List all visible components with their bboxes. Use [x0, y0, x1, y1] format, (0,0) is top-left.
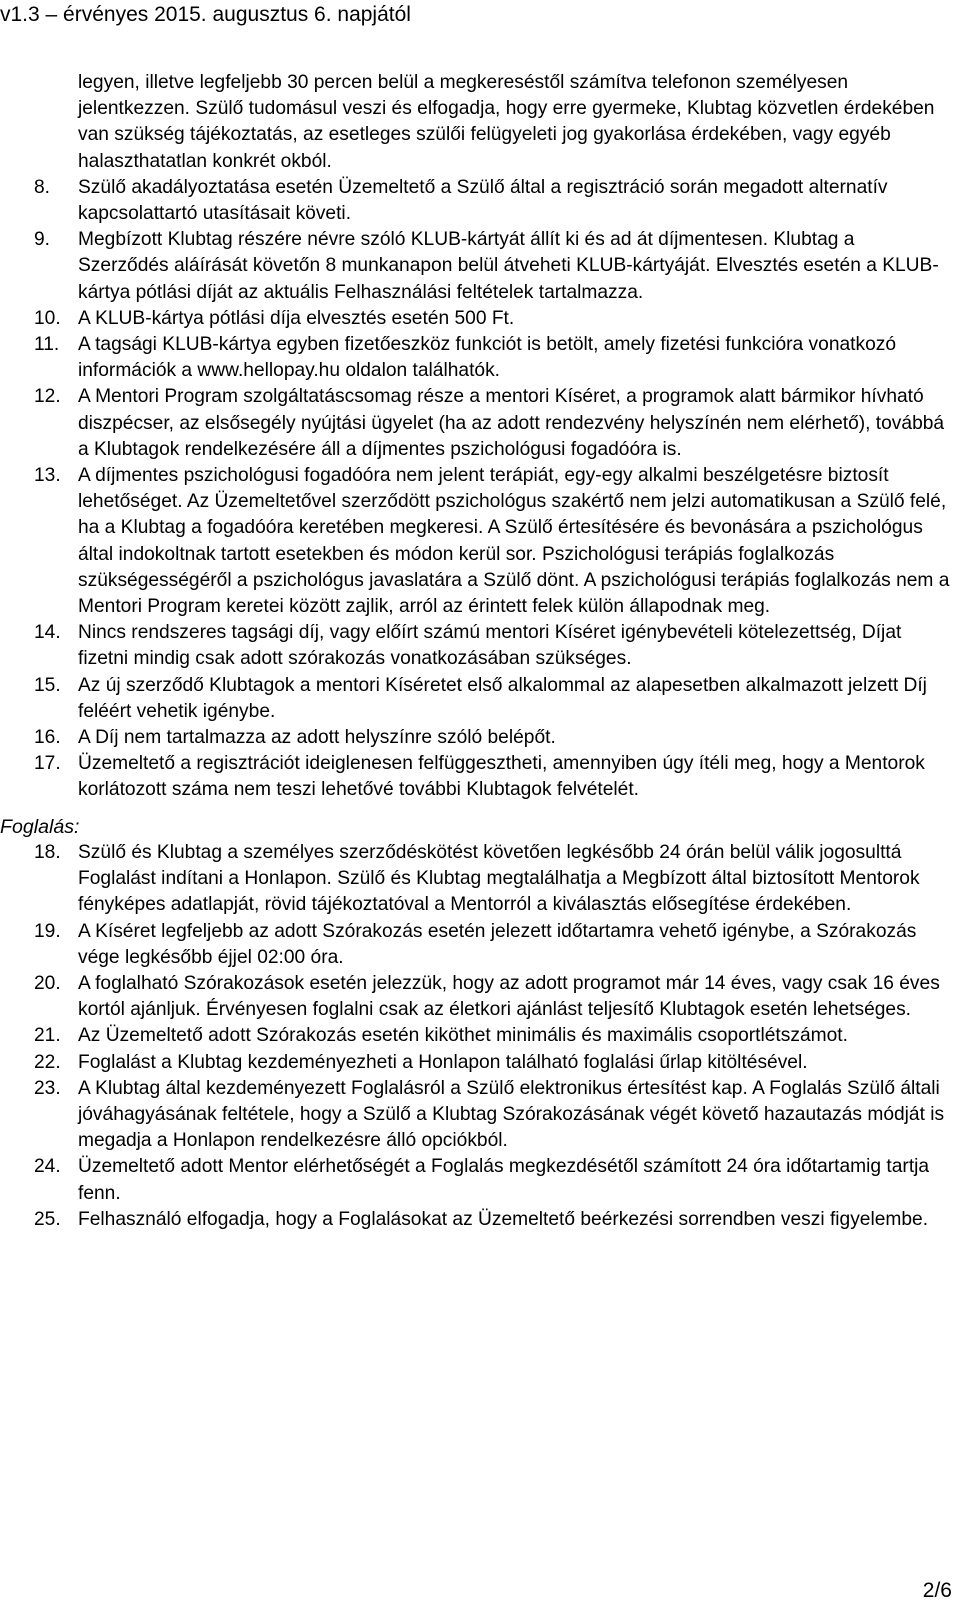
list-item-text: Üzemeltető a regisztrációt ideiglenesen felfüggesztheti, amennyiben úgy ítéli meg, hogy a Mentorok korlátozott száma nem teszi lehetővé további Klubtagok felvételét. — [78, 753, 925, 801]
section-heading-foglalas: Foglalás: — [0, 815, 80, 838]
list-item-number: 25. — [34, 1208, 61, 1230]
list-item-text: A foglalható Szórakozások esetén jelezzük, hogy az adott programot már 14 éves, vagy csak 16 éves kortól ajánljuk. Érvényesen foglalni csak az életkori ajánlást teljesítő Klubtagok esetén lehetséges. — [78, 972, 940, 1021]
list-item-text: A KLUB-kártya pótlási díja elvesztés esetén 500 Ft. — [78, 307, 515, 329]
list-item — [0, 1154, 950, 1206]
list-item-number: 19. — [34, 920, 61, 942]
list-item — [0, 1207, 950, 1233]
list-item — [0, 673, 950, 725]
list-item-number: 15. — [34, 674, 61, 696]
list-item — [0, 463, 950, 620]
list-item-text: A Kíséret legfeljebb az adott Szórakozás esetén jelezett időtartamra vehető igénybe, a Szórakozás vége legkésőbb éjjel 02:00 óra. — [78, 920, 917, 968]
list-item — [0, 332, 950, 384]
list-item — [0, 751, 950, 803]
list-item-text: A Díj nem tartalmazza az adott helyszínre szóló belépőt. — [78, 727, 556, 749]
list-item-number: 9. — [34, 229, 51, 251]
document-body — [0, 70, 950, 1233]
list-item-text: Az Üzemeltető adott Szórakozás esetén kiköthet minimális és maximális csoportlétszámot. — [78, 1025, 848, 1047]
list-item-number: 22. — [34, 1051, 61, 1073]
list-item — [0, 1050, 950, 1076]
list-item-text: Üzemeltető adott Mentor elérhetőségét a Foglalás megkezdésétől számított 24 óra időtartamig tartja fenn. — [78, 1156, 930, 1204]
list-item — [0, 840, 950, 919]
list-item-text: A Mentori Program szolgáltatáscsomag része a mentori Kíséret, a programok alatt bármikor hívható diszpécser, az elsősegély nyújtási ügyelet (ha az adott rendezvény helyszínén nem elérhető), továbbá a Klubtagok rendelkezésére áll a díjmentes pszichológusi fogadóóra is. — [78, 386, 945, 460]
list-item-text: Nincs rendszeres tagsági díj, vagy előírt számú mentori Kíséret igénybevételi kötelezettség, Díjat fizetni mindig csak adott szórakozás vonatkozásában szükséges. — [78, 622, 902, 670]
list-item-number: 12. — [34, 386, 61, 408]
list-item — [0, 384, 950, 463]
list-item-text: A Klubtag által kezdeményezett Foglalásról a Szülő elektronikus értesítést kap. A Foglalás Szülő általi jóváhagyásának feltétele, hogy a Szülő a Klubtag Szórakozásának végét követő hazautazás módját is megadja a Honlapon rendelkezésre álló opciókból. — [78, 1077, 945, 1152]
intro-paragraph: legyen, illetve legfeljebb 30 percen belül a megkereséstől számítva telefonon személyesen jelentkezzen. Szülő tudomásul veszi és elfogadja, hogy erre gyermeke, Klubtag közvetlen érdekében van szükség tájékoztatás, az esetleges szülői felügyeleti jog gyakorlása érdekében, vagy egyéb halaszthatatlan konkrét okból. — [78, 72, 935, 172]
list-item-number: 13. — [34, 465, 61, 487]
list-item-number: 14. — [34, 622, 61, 644]
list-item-number: 23. — [34, 1077, 61, 1099]
list-item-number: 17. — [34, 753, 61, 775]
list-item-text: Szülő akadályoztatása esetén Üzemeltető a Szülő által a regisztráció során megadott alternatív kapcsolattartó utasításait követi. — [78, 176, 888, 225]
list-item-number: 21. — [34, 1025, 61, 1047]
list-item-text: Megbízott Klubtag részére névre szóló KLUB-kártyát állít ki és ad át díjmentesen. Klubtag a Szerződés aláírását követőn 8 munkanapon belül átveheti KLUB-kártyáját. Elvesztés esetén a KLUB-kártya pótlási díját az aktuális Felhasználási feltételek tartalmazza. — [78, 229, 939, 303]
list-item-text: Felhasználó elfogadja, hogy a Foglalásokat az Üzemeltető beérkezési sorrendben veszi figyelembe. — [78, 1208, 929, 1230]
list-item-number: 24. — [34, 1156, 61, 1178]
list-item-text: A tagsági KLUB-kártya egyben fizetőeszköz funkciót is betölt, amely fizetési funkcióra vonatkozó információk a www.hellopay.hu oldalon találhatók. — [78, 334, 897, 382]
list-item — [0, 306, 950, 332]
list-item-number: 11. — [34, 334, 60, 356]
list-item — [0, 1023, 950, 1049]
list-item-number: 18. — [34, 841, 61, 863]
list-item — [0, 620, 950, 672]
page-number: 2/6 — [922, 1579, 952, 1602]
list-item-number: 20. — [34, 972, 61, 994]
list-item-text: Foglalást a Klubtag kezdeményezheti a Honlapon található foglalási űrlap kitöltésével. — [78, 1051, 808, 1073]
numbered-list-main — [0, 175, 950, 804]
list-item — [0, 175, 950, 227]
list-item-number: 8. — [34, 176, 51, 198]
list-item — [0, 227, 950, 306]
list-item — [0, 919, 950, 971]
list-item-text: Az új szerződő Klubtagok a mentori Kíséretet első alkalommal az alapesetben alkalmazott jelzett Díj feléért vehetik igénybe. — [78, 674, 927, 722]
list-item-text: A díjmentes pszichológusi fogadóóra nem jelent terápiát, egy-egy alkalmi beszélgetésre biztosít lehetőséget. Az Üzemeltetővel szerződött pszichológus szakértő nem jelzi automatikusan a Szülő felé, ha a Klubtag a fogadóóra keretében megkeresi. A Szülő értesítésére és bevonására a pszichológus által indokoltnak tartott esetekben és módon kerül sor. Pszichológusi terápiás foglalkozás szükségességéről a pszichológus javaslatára a Szülő dönt. A pszichológusi terápiás foglalkozás nem a Mentori Program keretei között zajlik, arról az érintett felek külön állapodnak meg. — [78, 465, 950, 618]
list-item-number: 16. — [34, 727, 61, 749]
list-item — [0, 971, 950, 1023]
list-item-number: 10. — [34, 307, 61, 329]
numbered-list-foglalas — [0, 840, 950, 1233]
version-header: v1.3 – érvényes 2015. augusztus 6. napjától — [0, 3, 411, 26]
list-item — [0, 1076, 950, 1155]
list-item — [0, 725, 950, 751]
list-item-text: Szülő és Klubtag a személyes szerződéskötést követően legkésőbb 24 órán belül válik jogosulttá Foglalást indítani a Honlapon. Szülő és Klubtag megtalálhatja a Megbízott által biztosított Mentorok fényképes adatlapját, rövid tájékoztatóval a Mentorról a kiválasztás elősegítése érdekében. — [78, 841, 920, 916]
